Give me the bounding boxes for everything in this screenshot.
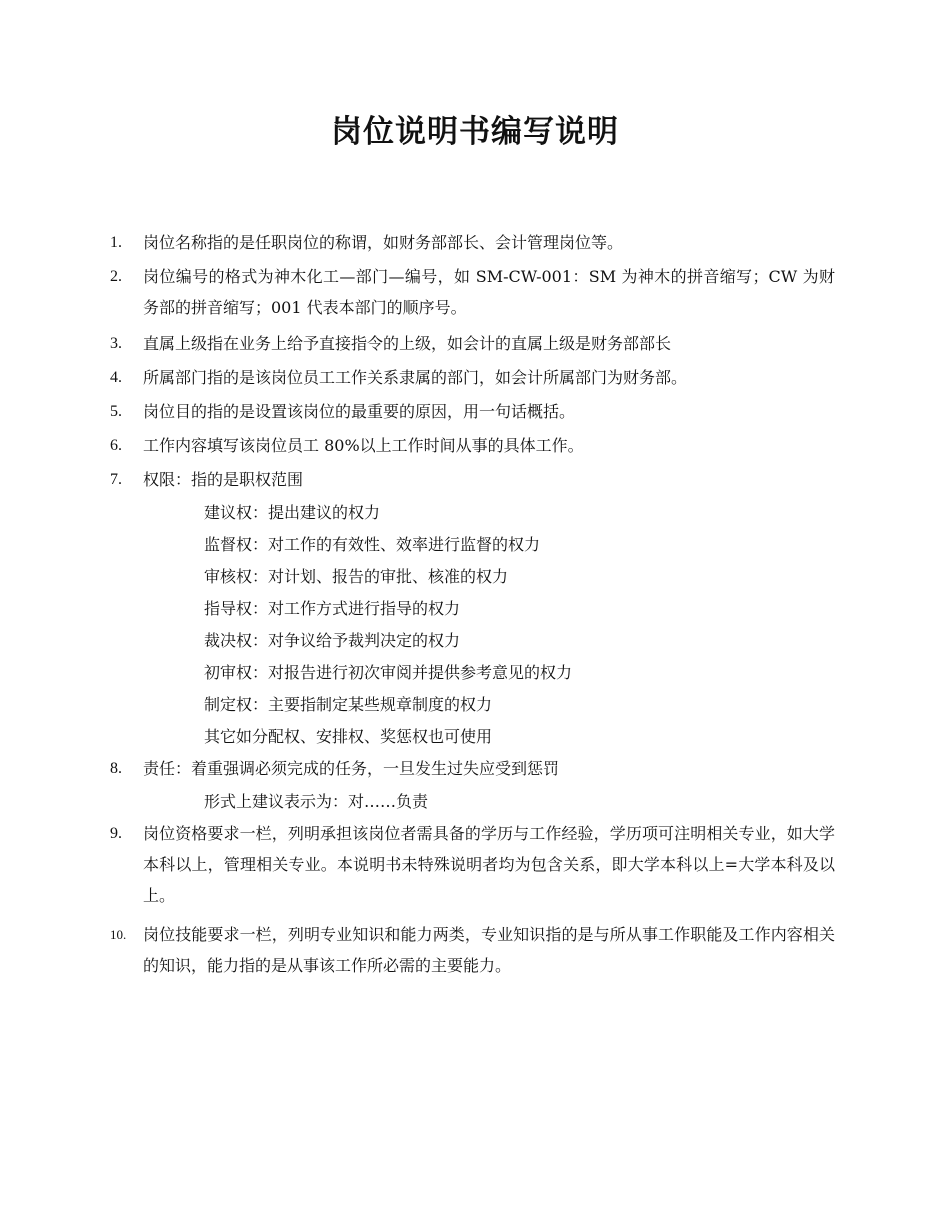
authority-sub-item: 其它如分配权、安排权、奖惩权也可使用 — [204, 727, 493, 746]
item-number: 5. — [110, 403, 122, 420]
item-number: 10. — [110, 927, 127, 942]
item-number: 7. — [110, 471, 122, 488]
authority-sub-item: 裁决权：对争议给予裁判决定的权力 — [204, 631, 461, 650]
item-number: 3. — [110, 335, 122, 352]
item-number: 8. — [110, 760, 122, 777]
authority-sub-item: 监督权：对工作的有效性、效率进行监督的权力 — [204, 535, 541, 554]
item-number: 1. — [110, 234, 122, 251]
item-number: 2. — [110, 268, 122, 285]
responsibility-sub-item: 形式上建议表示为：对……负责 — [204, 792, 429, 811]
item-number: 6. — [110, 437, 122, 454]
item-text: 责任：着重强调必须完成的任务，一旦发生过失应受到惩罚 — [143, 759, 560, 778]
authority-sub-item: 初审权：对报告进行初次审阅并提供参考意见的权力 — [204, 663, 573, 682]
item-text: 权限：指的是职权范围 — [143, 470, 304, 489]
page-title: 岗位说明书编写说明 — [331, 114, 619, 150]
authority-sub-item: 建议权：提出建议的权力 — [204, 503, 381, 522]
item-number: 9. — [110, 825, 122, 842]
item-text: 所属部门指的是该岗位员工工作关系隶属的部门，如会计所属部门为财务部。 — [143, 368, 688, 387]
item-text: 岗位编号的格式为神木化工—部门—编号，如 SM-CW-001：SM 为神木的拼音缩写；CW 为财务部的拼音缩写；001 代表本部门的顺序号。 — [143, 267, 835, 317]
item-text: 工作内容填写该岗位员工 80%以上工作时间从事的具体工作。 — [143, 436, 584, 455]
item-text: 岗位资格要求一栏，列明承担该岗位者需具备的学历与工作经验，学历项可注明相关专业，如大学本科以上，管理相关专业。本说明书未特殊说明者均为包含关系，即大学本科以上=大学本科及以上。 — [143, 824, 835, 905]
item-text: 直属上级指在业务上给予直接指令的上级，如会计的直属上级是财务部部长 — [143, 334, 672, 353]
item-text: 岗位名称指的是任职岗位的称谓，如财务部部长、会计管理岗位等。 — [143, 233, 624, 252]
authority-sub-item: 审核权：对计划、报告的审批、核准的权力 — [204, 567, 509, 586]
item-number: 4. — [110, 369, 122, 386]
authority-sub-item: 指导权：对工作方式进行指导的权力 — [204, 599, 461, 618]
item-text: 岗位目的指的是设置该岗位的最重要的原因，用一句话概括。 — [143, 402, 576, 421]
authority-sub-item: 制定权：主要指制定某些规章制度的权力 — [204, 695, 493, 714]
item-text: 岗位技能要求一栏，列明专业知识和能力两类，专业知识指的是与所从事工作职能及工作内容相关的知识，能力指的是从事该工作所必需的主要能力。 — [143, 925, 835, 975]
